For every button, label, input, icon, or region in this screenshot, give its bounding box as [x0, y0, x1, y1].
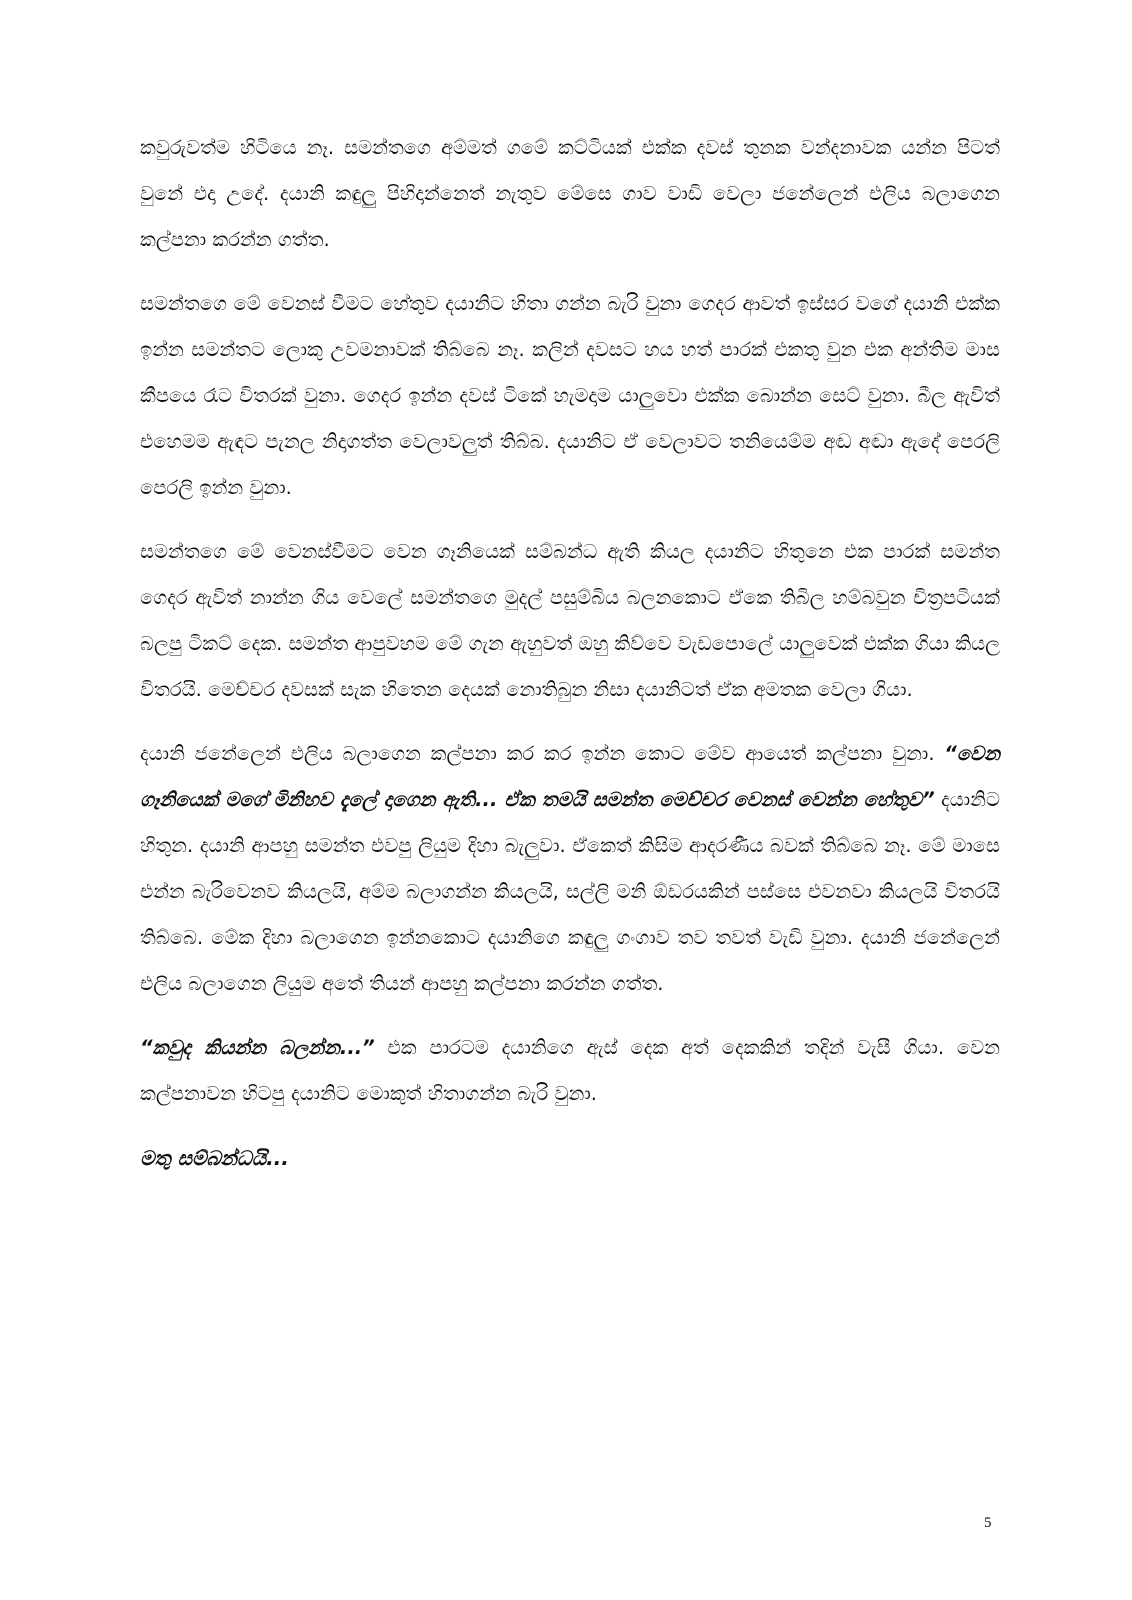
- paragraph-1-text: කවුරුවත්ම හිටියෙ නෑ. සමන්තගෙ අම්මත් ගමේ කට්ටියක් එක්ක දවස් තුනක වන්දනාවක යන්න පිටත් වුනේ එදා උදේ. දයානි කඳුලු පිහිදාන්නෙත් නැතුව මේසෙ ගාව වාඩි වෙලා ජනේලෙන් එලිය බලාගෙන කල්පනා කරන්න ගත්ත.: [140, 136, 1000, 251]
- paragraph-4-quote: “වෙන ගෑනියෙක් මගේ මිනිහව දැලේ දාගෙන ඇති... ඒක තමයි සමන්ත මෙච්චර වෙනස් වෙන්න හේතුව”: [140, 742, 1000, 811]
- paragraph-4: [140, 731, 1000, 1007]
- paragraph-5-rest: එක පාරටම දයානිගෙ ඇස් දෙක අත් දෙකකින් තදින් වැසී ගියා. වෙන කල්පනාවන හිටපු දයානිට මොකුත් හිතාගන්න බැරි වුනා.: [140, 1036, 1001, 1105]
- paragraph-4-intro: දයානි ජනේලෙන් එලිය බලාගෙන කල්පනා කර කර ඉන්න කොට මේව ආයෙත් කල්පනා වුනා.: [140, 742, 945, 765]
- paragraph-2-text: සමන්තගෙ මේ වෙනස් වීමට හේතුව දයානිට හිතා ගන්න බැරි වුනා ගෙදර ආවත් ඉස්සර වගේ දයානි එක්ක ඉන්න සමන්තට ලොකු උවමනාවක් තිබ්බෙ නෑ. කලින් දවසට හය හත් පාරක් එකතු වුන එක අන්තිම මාස කීපයෙ රෑට විතරක් වුනා. ගෙදර ඉන්න දවස් ටිකේ හැමදාම යාලුවො එක්ක බොන්න සෙට් වුනා. බීල ඇවිත් එහෙමම ඇඳට පැනල නිදාගත්ත වෙලාවලුත් තිබ්බ. දයානිට ඒ වෙලාවට තනියෙම්ම අඬ අඬා ඇදේ පෙරලි පෙරලි ඉන්න වුනා.: [140, 292, 1000, 499]
- paragraph-3-text: සමන්තගෙ මේ වෙනස්වීමට වෙන ගෑනියෙක් සම්බන්ධ ඇති කියල දයානිට හිතුනෙ එක පාරක් සමන්ත ගෙදර ඇවිත් නාන්න ගිය වෙලේ සමන්තගෙ මුදල් පසුම්බිය බලනකොට ඒකෙ තිබිල හම්බවුන චිත්‍රපටියක් බලපු ටිකට් දෙක. සමන්ත ආපුවහම මේ ගැන ඇහුවත් ඔහු කිව්වෙ වැඩපොලේ යාලුවෙක් එක්ක ගියා කියල විතරයි. මෙච්චර දවසක් සැක හිතෙන දෙයක් නොතිබුන නිසා දයානිටත් ඒක අමතක වෙලා ගියා.: [140, 540, 1000, 701]
- paragraph-1: [140, 125, 1000, 263]
- paragraph-5: [140, 1025, 1000, 1117]
- paragraph-3: [140, 529, 1000, 713]
- document-body: [140, 125, 1000, 1181]
- page-number: 5: [984, 1515, 992, 1531]
- paragraph-2: [140, 281, 1000, 511]
- paragraph-5-quote: “කවුද කියන්න බලන්න...”: [140, 1036, 375, 1059]
- to-be-continued: මතු සම්බන්ධයි...: [140, 1146, 289, 1170]
- paragraph-4-rest: දයානිට හිතුන. දයානි ආපහු සමන්ත එවපු ලියුම දිහා බැලුවා. ඒකෙත් කිසිම ආදරණීය බවක් තිබ්බෙ නෑ. මේ මාසෙ එන්න බැරිවෙනව කියලයි, අම්ම බලාගන්න කියලයි, සල්ලි මනි ඕඩරයකින් පස්සෙ එවනවා කියලයි විතරයි තිබ්බෙ. මේක දිහා බලාගෙන ඉන්නකොට දයානිගෙ කඳුලු ගංගාව තව තවත් වැඩි වුනා. දයානි ජනේලෙන් එලිය බලාගෙන ලියුම අතේ තියන් ආපහු කල්පනා කරන්න ගත්ත.: [140, 788, 1000, 995]
